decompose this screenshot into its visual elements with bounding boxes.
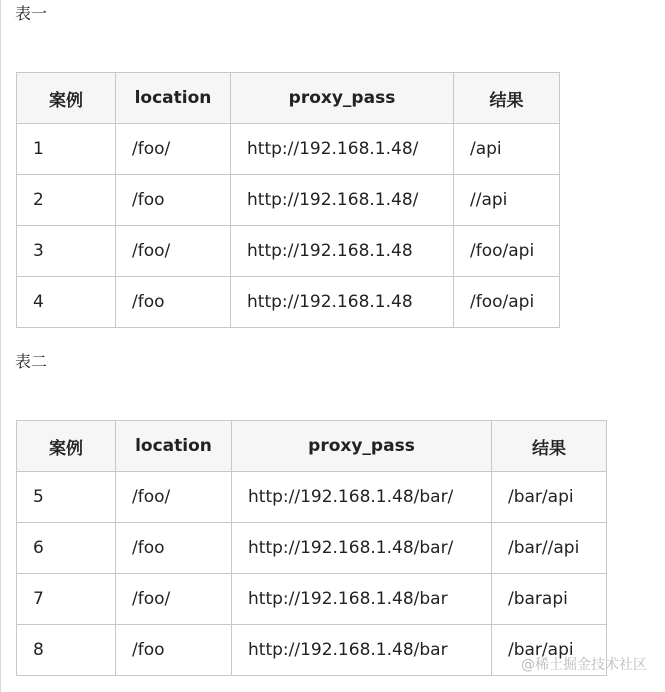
header-result: 结果 [454, 73, 560, 124]
table-row [17, 175, 560, 226]
cell-case: 7 [17, 574, 116, 625]
table-row [17, 625, 607, 676]
table2 [16, 420, 607, 676]
cell-proxy-pass: http://192.168.1.48/bar [232, 625, 492, 676]
cell-result: /bar/api [492, 625, 607, 676]
cell-result: /api [454, 124, 560, 175]
cell-case: 6 [17, 523, 116, 574]
cell-result: /foo/api [454, 277, 560, 328]
header-case: 案例 [17, 73, 116, 124]
cell-result: /foo/api [454, 226, 560, 277]
cell-proxy-pass: http://192.168.1.48/bar/ [232, 472, 492, 523]
header-location: location [116, 73, 231, 124]
header-proxy-pass: proxy_pass [232, 421, 492, 472]
cell-case: 5 [17, 472, 116, 523]
cell-case: 3 [17, 226, 116, 277]
cell-location: /foo/ [116, 574, 232, 625]
cell-proxy-pass: http://192.168.1.48/bar [232, 574, 492, 625]
table-header-row [17, 73, 560, 124]
header-case: 案例 [17, 421, 116, 472]
header-result: 结果 [492, 421, 607, 472]
cell-proxy-pass: http://192.168.1.48/ [231, 124, 454, 175]
table-row [17, 574, 607, 625]
cell-proxy-pass: http://192.168.1.48 [231, 226, 454, 277]
cell-location: /foo [116, 277, 231, 328]
table-row [17, 472, 607, 523]
table2-caption: 表二 [15, 352, 48, 371]
header-proxy-pass: proxy_pass [231, 73, 454, 124]
cell-proxy-pass: http://192.168.1.48/bar/ [232, 523, 492, 574]
cell-result: /bar//api [492, 523, 607, 574]
cell-location: /foo [116, 523, 232, 574]
cell-location: /foo/ [116, 226, 231, 277]
cell-case: 2 [17, 175, 116, 226]
table-row [17, 277, 560, 328]
cell-proxy-pass: http://192.168.1.48 [231, 277, 454, 328]
cell-location: /foo [116, 175, 231, 226]
cell-location: /foo/ [116, 472, 232, 523]
cell-location: /foo [116, 625, 232, 676]
table-header-row [17, 421, 607, 472]
cell-case: 8 [17, 625, 116, 676]
cell-result: /barapi [492, 574, 607, 625]
header-location: location [116, 421, 232, 472]
watermark: @稀土掘金技术社区 [521, 657, 647, 673]
table-row [17, 523, 607, 574]
table1 [16, 72, 560, 328]
cell-location: /foo/ [116, 124, 231, 175]
cell-case: 4 [17, 277, 116, 328]
table-row [17, 226, 560, 277]
cell-case: 1 [17, 124, 116, 175]
table1-caption: 表一 [15, 4, 48, 23]
cell-result: //api [454, 175, 560, 226]
cell-result: /bar/api [492, 472, 607, 523]
cell-proxy-pass: http://192.168.1.48/ [231, 175, 454, 226]
table-row [17, 124, 560, 175]
